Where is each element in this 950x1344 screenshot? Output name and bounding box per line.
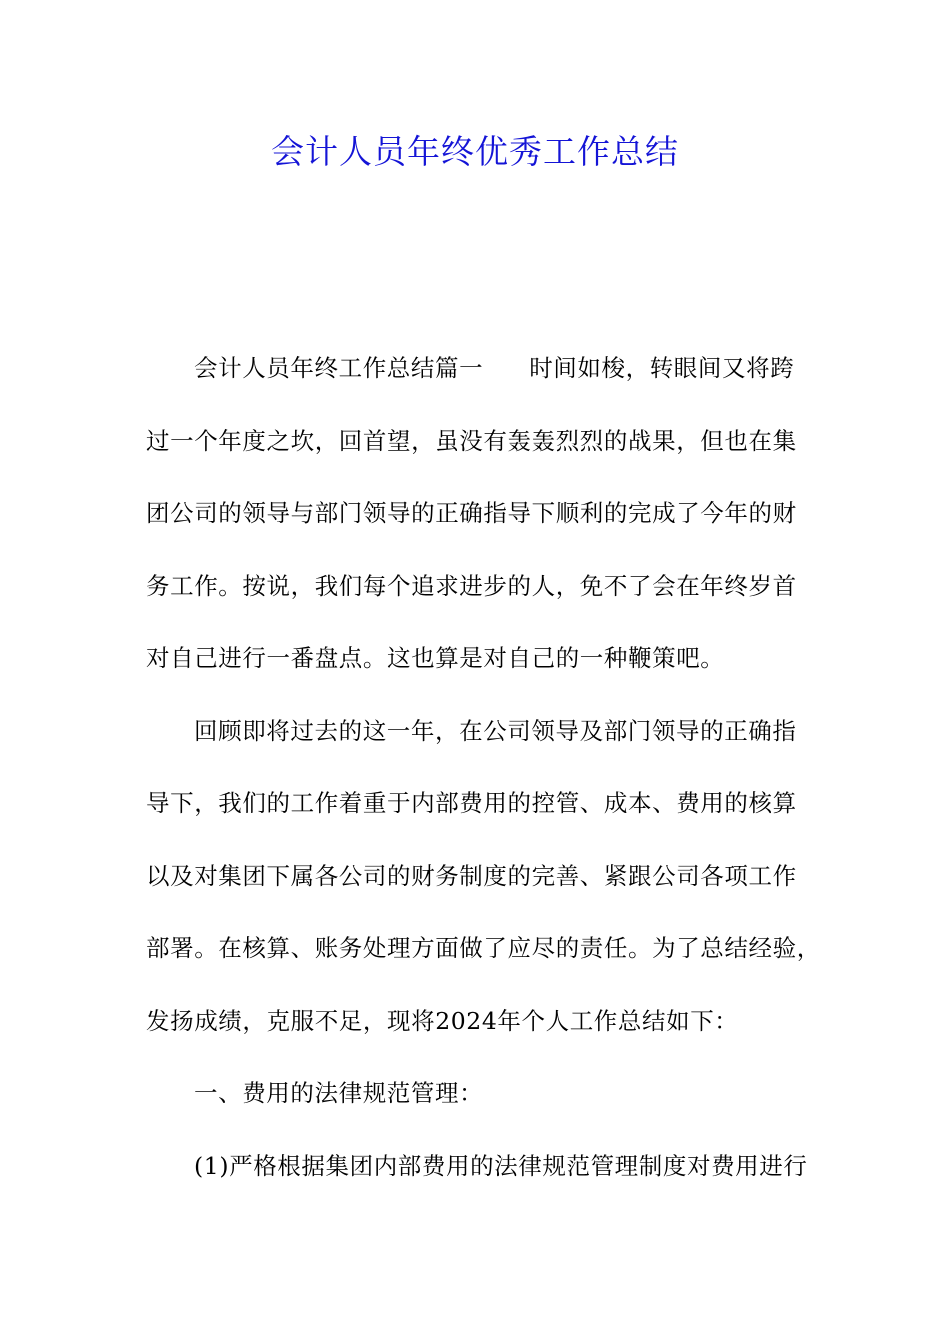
text-line: 过一个年度之坎，回首望，虽没有轰轰烈烈的战果，但也在集 xyxy=(146,426,797,455)
paragraph-3 xyxy=(146,1057,816,1130)
text-line-fragment: 时间如梭，转眼间又将跨 xyxy=(529,354,795,382)
section-heading: 一、费用的法律规范管理： xyxy=(194,1079,484,1107)
section-heading: 会计人员年终工作总结篇一 xyxy=(194,354,484,382)
text-line: 以及对集团下属各公司的财务制度的完善、紧跟公司各项工作 xyxy=(146,861,797,890)
text-line: 团公司的领导与部门领导的正确指导下顺利的完成了今年的财 xyxy=(146,499,797,527)
paragraph-1 xyxy=(146,332,816,695)
text-line xyxy=(146,332,816,405)
text-line: 发扬成绩，克服不足，现将2024年个人工作总结如下： xyxy=(146,1006,739,1035)
text-line: 导下，我们的工作着重于内部费用的控管、成本、费用的核算 xyxy=(146,789,797,817)
text-line: 对自己进行一番盘点。这也算是对自己的一种鞭策吧。 xyxy=(146,644,725,672)
document-title: 会计人员年终优秀工作总结 xyxy=(271,132,679,171)
text-line: 务工作。按说，我们每个追求进步的人，免不了会在年终岁首 xyxy=(146,571,797,600)
paragraph-2 xyxy=(146,695,821,1058)
text-line: 部署。在核算、账务处理方面做了应尽的责任。为了总结经验， xyxy=(146,934,821,962)
paragraph-4 xyxy=(146,1130,816,1203)
text-line: (1)严格根据集团内部费用的法律规范管理制度对费用进行 xyxy=(194,1151,808,1180)
text-line: 回顾即将过去的这一年，在公司领导及部门领导的正确指 xyxy=(194,716,797,745)
document-body xyxy=(146,332,821,1202)
